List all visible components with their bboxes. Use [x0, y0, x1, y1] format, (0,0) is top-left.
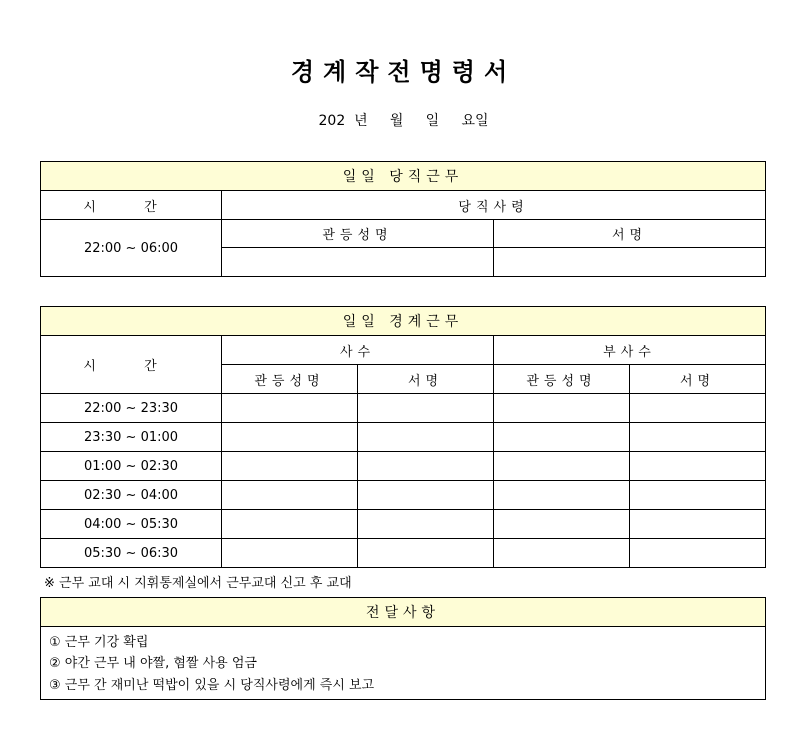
assistant-sign-cell[interactable]: [630, 423, 766, 452]
shift-time: 05:30 ~ 06:30: [41, 539, 222, 568]
date-line: 202 년 월 일 요일: [318, 113, 489, 129]
shift-time: 23:30 ~ 01:00: [41, 423, 222, 452]
notices-table: [40, 597, 766, 700]
primary-rank-name-label: 관등성명: [222, 365, 358, 394]
duty-commander-label: 당직사령: [222, 191, 766, 220]
table-row: [41, 394, 766, 423]
primary-sign-label: 서명: [358, 365, 494, 394]
primary-rank-name-cell[interactable]: [222, 510, 358, 539]
primary-sign-cell[interactable]: [358, 394, 494, 423]
assistant-sign-cell[interactable]: [630, 394, 766, 423]
shift-time: 04:00 ~ 05:30: [41, 510, 222, 539]
daily-guard-table: [40, 306, 766, 568]
assistant-rank-name-cell[interactable]: [494, 423, 630, 452]
duty-rank-name-cell[interactable]: [222, 248, 494, 277]
guard-primary-label: 사수: [222, 336, 494, 365]
primary-rank-name-cell[interactable]: [222, 481, 358, 510]
document-title: 경계작전명령서: [290, 58, 517, 86]
daily-duty-header: 일일 당직근무: [41, 162, 766, 191]
duty-time-value: 22:00 ~ 06:00: [41, 220, 222, 277]
primary-rank-name-cell[interactable]: [222, 452, 358, 481]
notices-header: 전달사항: [41, 598, 766, 627]
guard-assistant-label: 부사수: [494, 336, 766, 365]
table-row: [41, 423, 766, 452]
duty-time-label: 시 간: [41, 191, 222, 220]
duty-rank-name-label: 관등성명: [222, 220, 494, 248]
assistant-rank-name-cell[interactable]: [494, 481, 630, 510]
assistant-sign-label: 서명: [630, 365, 766, 394]
shift-time: 22:00 ~ 23:30: [41, 394, 222, 423]
primary-rank-name-cell[interactable]: [222, 539, 358, 568]
shift-change-note: ※ 근무 교대 시 지휘통제실에서 근무교대 신고 후 교대: [44, 576, 352, 591]
assistant-sign-cell[interactable]: [630, 510, 766, 539]
assistant-rank-name-cell[interactable]: [494, 539, 630, 568]
assistant-rank-name-cell[interactable]: [494, 394, 630, 423]
primary-rank-name-cell[interactable]: [222, 394, 358, 423]
assistant-rank-name-label: 관등성명: [494, 365, 630, 394]
primary-rank-name-cell[interactable]: [222, 423, 358, 452]
assistant-sign-cell[interactable]: [630, 539, 766, 568]
daily-duty-table: [40, 161, 766, 277]
assistant-rank-name-cell[interactable]: [494, 510, 630, 539]
assistant-sign-cell[interactable]: [630, 452, 766, 481]
notice-item: ③ 근무 간 재미난 떡밥이 있을 시 당직사령에게 즉시 보고: [41, 672, 766, 699]
assistant-rank-name-cell[interactable]: [494, 452, 630, 481]
primary-sign-cell[interactable]: [358, 539, 494, 568]
notice-item: ① 근무 기강 확립: [41, 627, 766, 651]
shift-time: 02:30 ~ 04:00: [41, 481, 222, 510]
daily-guard-header: 일일 경계근무: [41, 307, 766, 336]
table-row: [41, 510, 766, 539]
guard-time-label: 시 간: [41, 336, 222, 394]
primary-sign-cell[interactable]: [358, 423, 494, 452]
table-row: [41, 481, 766, 510]
assistant-sign-cell[interactable]: [630, 481, 766, 510]
table-row: [41, 539, 766, 568]
duty-sign-label: 서명: [494, 220, 766, 248]
primary-sign-cell[interactable]: [358, 510, 494, 539]
duty-sign-cell[interactable]: [494, 248, 766, 277]
notice-item: ② 야간 근무 내 야짤, 혐짤 사용 엄금: [41, 650, 766, 672]
table-row: [41, 452, 766, 481]
primary-sign-cell[interactable]: [358, 481, 494, 510]
shift-time: 01:00 ~ 02:30: [41, 452, 222, 481]
primary-sign-cell[interactable]: [358, 452, 494, 481]
